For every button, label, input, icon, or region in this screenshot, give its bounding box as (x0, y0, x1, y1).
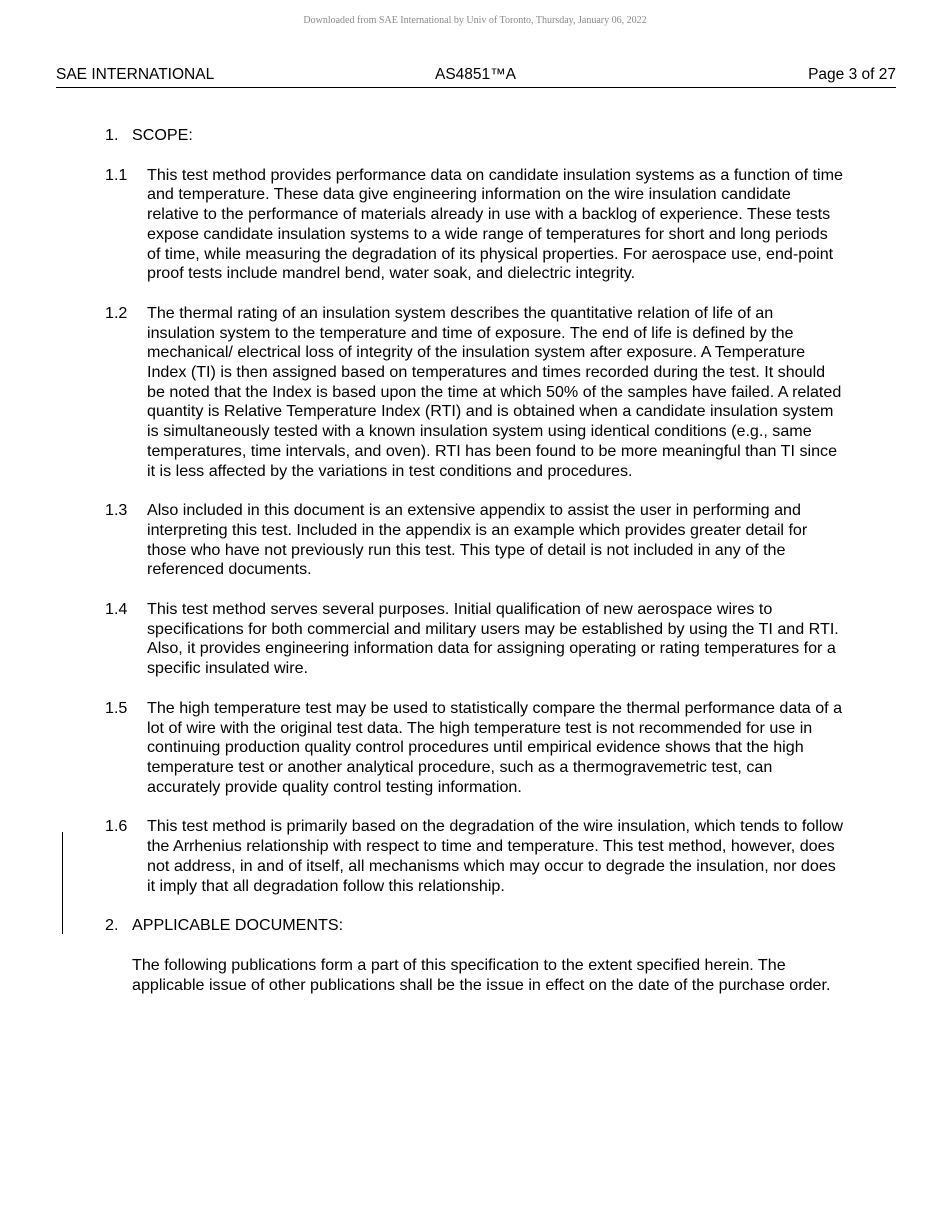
revision-change-bar (62, 832, 63, 934)
header-organization: SAE INTERNATIONAL (56, 66, 215, 83)
header-document-number: AS4851™A (435, 66, 516, 83)
paragraph-1-2 (105, 304, 845, 481)
paragraph-1-4 (105, 600, 845, 679)
paragraph-text: The thermal rating of an insulation system describes the quantitative relation of life of an insulation system to the temperature and time of exposure. The end of life is defined by the mechanical/ electrical loss of integrity of the insulation system after exposure. A Temperature Index (TI) is then assigned based on temperatures and times recorded during the test. It should be noted that the Index is based upon the time at which 50% of the samples have failed. A related quantity is Relative Temperature Index (RTI) and is obtained when a candidate insulation system is simultaneously tested with a known insulation system using identical conditions (e.g., same temperatures, time intervals, and oven). RTI has been found to be more meaningful than TI since it is less affected by the variations in test conditions and procedures. (147, 303, 842, 480)
section-2-heading (105, 916, 845, 936)
section-2-body: The following publications form a part of this specification to the extent specified herein. The applicable issue of other publications shall be the issue in effect on the date of the purchase order. (132, 955, 831, 994)
paragraph-number: 1.5 (105, 698, 128, 717)
document-body (105, 126, 845, 995)
paragraph-number: 1.3 (105, 501, 128, 520)
section-number: 1. (105, 126, 119, 144)
section-1-heading (105, 126, 845, 146)
paragraph-text: The high temperature test may be used to statistically compare the thermal performance data of a lot of wire with the original test data. The high temperature test is not recommended for use in continuing production quality control procedures until empirical evidence shows that the high temperature test or another analytical procedure, such as a thermogravemetric test, can accurately provide quality control testing information. (147, 698, 843, 796)
paragraph-number: 1.2 (105, 303, 128, 322)
paragraph-text: This test method is primarily based on the degradation of the wire insulation, which tends to follow the Arrhenius relationship with respect to time and temperature. This test method, however, does not address, in and of itself, all mechanisms which may occur to degrade the insulation, nor does it imply that all degradation follow this relationship. (147, 817, 843, 895)
paragraph-1-1 (105, 166, 845, 284)
paragraph-text: This test method provides performance data on candidate insulation systems as a function of time and temperature. These data give engineering information on the wire insulation candidate relative to the performance of materials already in use with a backlog of experience. These tests expose candidate insulation systems to a wide range of temperatures for short and long periods of time, while measuring the degradation of its physical properties. For aerospace use, end-point proof tests include mandrel bend, water soak, and dielectric integrity. (147, 165, 843, 283)
paragraph-1-3 (105, 501, 845, 580)
section-number: 2. (105, 916, 119, 935)
paragraph-1-6 (105, 817, 845, 896)
paragraph-number: 1.4 (105, 600, 128, 619)
paragraph-text: This test method serves several purposes. Initial qualification of new aerospace wires to specifications for both commercial and military users may be established by using the TI and RTI. Also, it provides engineering information data for assigning operating or rating temperatures for a specific insulated wire. (147, 600, 839, 678)
paragraph-number: 1.6 (105, 817, 128, 836)
paragraph-1-5 (105, 699, 845, 798)
paragraph-text: Also included in this document is an extensive appendix to assist the user in performing and interpreting this test. Included in the appendix is an example which provides greater detail for those who have not previously run this test. This type of detail is not included in any of the referenced documents. (147, 501, 808, 579)
header-page-number: Page 3 of 27 (808, 66, 896, 83)
page-header (56, 66, 896, 88)
section-title: APPLICABLE DOCUMENTS: (132, 916, 344, 935)
download-notice: Downloaded from SAE International by Univ of Toronto, Thursday, January 06, 2022 (303, 15, 647, 26)
section-title: SCOPE: (132, 126, 193, 144)
paragraph-number: 1.1 (105, 165, 128, 184)
